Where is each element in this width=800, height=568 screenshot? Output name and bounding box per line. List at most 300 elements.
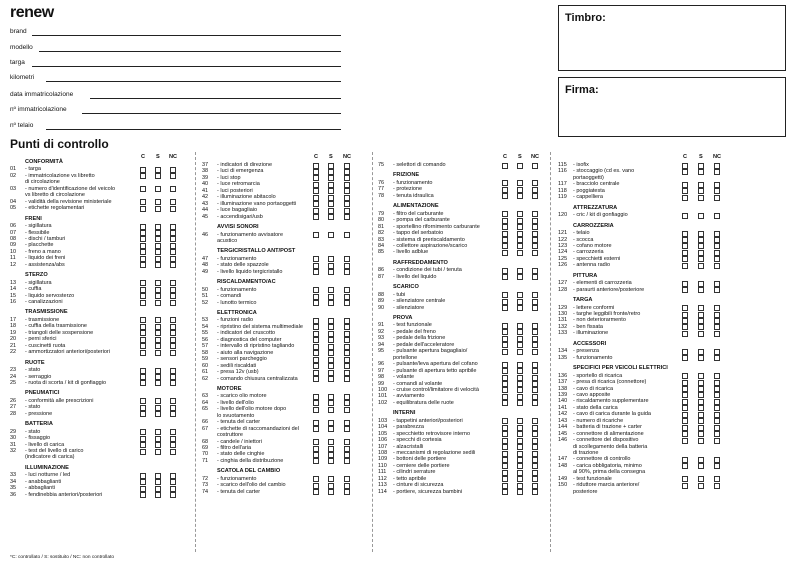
checkbox-s[interactable] xyxy=(328,426,334,432)
checkbox-nc[interactable] xyxy=(344,208,350,214)
checkbox-s[interactable] xyxy=(517,243,523,249)
checkbox-s[interactable] xyxy=(517,476,523,482)
checkbox-s[interactable] xyxy=(517,438,523,444)
checkbox-nc[interactable] xyxy=(532,489,538,495)
checkbox-nc[interactable] xyxy=(344,452,350,458)
checkbox-s[interactable] xyxy=(698,425,704,431)
checkbox-nc[interactable] xyxy=(170,429,176,435)
checkbox-s[interactable] xyxy=(328,263,334,269)
checkbox-nc[interactable] xyxy=(344,446,350,452)
checkbox-s[interactable] xyxy=(328,407,334,413)
checkbox-c[interactable] xyxy=(313,489,319,495)
checkbox-s[interactable] xyxy=(517,418,523,424)
checkbox-s[interactable] xyxy=(517,323,523,329)
checkbox-s[interactable] xyxy=(698,318,704,324)
checkbox-c[interactable] xyxy=(313,287,319,293)
checkbox-s[interactable] xyxy=(328,344,334,350)
checkbox-c[interactable] xyxy=(682,263,688,269)
checkbox-nc[interactable] xyxy=(532,163,538,169)
checkbox-s[interactable] xyxy=(155,206,161,212)
checkbox-nc[interactable] xyxy=(170,473,176,479)
checkbox-nc[interactable] xyxy=(532,362,538,368)
checkbox-nc[interactable] xyxy=(344,169,350,175)
checkbox-s[interactable] xyxy=(155,350,161,356)
checkbox-c[interactable] xyxy=(502,400,508,406)
checkbox-s[interactable] xyxy=(698,418,704,424)
checkbox-c[interactable] xyxy=(313,182,319,188)
checkbox-c[interactable] xyxy=(313,208,319,214)
checkbox-s[interactable] xyxy=(328,163,334,169)
checkbox-s[interactable] xyxy=(155,473,161,479)
checkbox-c[interactable] xyxy=(140,330,146,336)
checkbox-c[interactable] xyxy=(502,237,508,243)
checkbox-nc[interactable] xyxy=(532,483,538,489)
checkbox-nc[interactable] xyxy=(344,269,350,275)
checkbox-nc[interactable] xyxy=(532,394,538,400)
checkbox-c[interactable] xyxy=(313,163,319,169)
checkbox-c[interactable] xyxy=(682,324,688,330)
checkbox-c[interactable] xyxy=(313,476,319,482)
checkbox-s[interactable] xyxy=(155,343,161,349)
checkbox-c[interactable] xyxy=(682,281,688,287)
checkbox-c[interactable] xyxy=(140,473,146,479)
checkbox-c[interactable] xyxy=(682,331,688,337)
checkbox-c[interactable] xyxy=(140,479,146,485)
checkbox-nc[interactable] xyxy=(344,263,350,269)
checkbox-s[interactable] xyxy=(155,199,161,205)
checkbox-nc[interactable] xyxy=(170,449,176,455)
checkbox-c[interactable] xyxy=(682,386,688,392)
checkbox-s[interactable] xyxy=(517,163,523,169)
checkbox-s[interactable] xyxy=(517,224,523,230)
checkbox-s[interactable] xyxy=(698,250,704,256)
checkbox-s[interactable] xyxy=(517,305,523,311)
checkbox-nc[interactable] xyxy=(344,175,350,181)
checkbox-nc[interactable] xyxy=(532,476,538,482)
checkbox-c[interactable] xyxy=(502,457,508,463)
checkbox-s[interactable] xyxy=(328,287,334,293)
checkbox-s[interactable] xyxy=(328,294,334,300)
checkbox-nc[interactable] xyxy=(714,324,720,330)
checkbox-nc[interactable] xyxy=(714,405,720,411)
checkbox-nc[interactable] xyxy=(532,375,538,381)
checkbox-nc[interactable] xyxy=(714,231,720,237)
checkbox-nc[interactable] xyxy=(344,287,350,293)
checkbox-c[interactable] xyxy=(313,446,319,452)
checkbox-c[interactable] xyxy=(502,375,508,381)
checkbox-nc[interactable] xyxy=(714,182,720,188)
checkbox-nc[interactable] xyxy=(714,169,720,175)
checkbox-s[interactable] xyxy=(698,438,704,444)
checkbox-nc[interactable] xyxy=(344,420,350,426)
checkbox-s[interactable] xyxy=(698,305,704,311)
checkbox-c[interactable] xyxy=(313,407,319,413)
checkbox-c[interactable] xyxy=(140,405,146,411)
checkbox-c[interactable] xyxy=(140,317,146,323)
checkbox-nc[interactable] xyxy=(532,387,538,393)
checkbox-nc[interactable] xyxy=(170,256,176,262)
checkbox-s[interactable] xyxy=(328,452,334,458)
checkbox-s[interactable] xyxy=(155,380,161,386)
checkbox-s[interactable] xyxy=(328,208,334,214)
checkbox-s[interactable] xyxy=(155,256,161,262)
checkbox-nc[interactable] xyxy=(170,411,176,417)
checkbox-s[interactable] xyxy=(155,224,161,230)
checkbox-c[interactable] xyxy=(313,331,319,337)
checkbox-c[interactable] xyxy=(502,224,508,230)
checkbox-c[interactable] xyxy=(313,263,319,269)
checkbox-c[interactable] xyxy=(313,426,319,432)
checkbox-c[interactable] xyxy=(140,380,146,386)
checkbox-c[interactable] xyxy=(313,350,319,356)
checkbox-s[interactable] xyxy=(698,182,704,188)
checkbox-c[interactable] xyxy=(502,274,508,280)
checkbox-c[interactable] xyxy=(313,483,319,489)
checkbox-nc[interactable] xyxy=(344,214,350,220)
checkbox-nc[interactable] xyxy=(344,357,350,363)
checkbox-nc[interactable] xyxy=(714,412,720,418)
checkbox-c[interactable] xyxy=(140,368,146,374)
checkbox-s[interactable] xyxy=(698,386,704,392)
checkbox-nc[interactable] xyxy=(170,405,176,411)
checkbox-s[interactable] xyxy=(328,350,334,356)
checkbox-s[interactable] xyxy=(517,400,523,406)
checkbox-c[interactable] xyxy=(313,452,319,458)
checkbox-c[interactable] xyxy=(140,280,146,286)
checkbox-s[interactable] xyxy=(155,317,161,323)
checkbox-s[interactable] xyxy=(698,188,704,194)
checkbox-nc[interactable] xyxy=(714,418,720,424)
checkbox-c[interactable] xyxy=(682,312,688,318)
checkbox-c[interactable] xyxy=(140,173,146,179)
checkbox-nc[interactable] xyxy=(344,188,350,194)
checkbox-nc[interactable] xyxy=(344,400,350,406)
checkbox-s[interactable] xyxy=(155,442,161,448)
checkbox-s[interactable] xyxy=(328,439,334,445)
checkbox-s[interactable] xyxy=(155,405,161,411)
checkbox-nc[interactable] xyxy=(170,249,176,255)
checkbox-s[interactable] xyxy=(698,483,704,489)
checkbox-s[interactable] xyxy=(698,195,704,201)
checkbox-c[interactable] xyxy=(502,438,508,444)
checkbox-c[interactable] xyxy=(502,329,508,335)
firma-box[interactable] xyxy=(558,77,786,137)
checkbox-s[interactable] xyxy=(328,269,334,275)
checkbox-c[interactable] xyxy=(140,442,146,448)
checkbox-c[interactable] xyxy=(682,256,688,262)
checkbox-s[interactable] xyxy=(517,211,523,217)
checkbox-nc[interactable] xyxy=(170,167,176,173)
checkbox-s[interactable] xyxy=(517,368,523,374)
checkbox-s[interactable] xyxy=(517,451,523,457)
checkbox-s[interactable] xyxy=(155,398,161,404)
checkbox-s[interactable] xyxy=(698,243,704,249)
checkbox-s[interactable] xyxy=(698,169,704,175)
checkbox-nc[interactable] xyxy=(714,431,720,437)
checkbox-c[interactable] xyxy=(682,231,688,237)
checkbox-c[interactable] xyxy=(502,418,508,424)
checkbox-nc[interactable] xyxy=(532,470,538,476)
checkbox-c[interactable] xyxy=(313,300,319,306)
checkbox-nc[interactable] xyxy=(714,438,720,444)
checkbox-s[interactable] xyxy=(698,463,704,469)
checkbox-c[interactable] xyxy=(682,287,688,293)
checkbox-s[interactable] xyxy=(328,318,334,324)
checkbox-s[interactable] xyxy=(517,394,523,400)
checkbox-nc[interactable] xyxy=(532,231,538,237)
checkbox-nc[interactable] xyxy=(344,476,350,482)
checkbox-nc[interactable] xyxy=(170,374,176,380)
checkbox-s[interactable] xyxy=(155,449,161,455)
checkbox-c[interactable] xyxy=(682,412,688,418)
checkbox-nc[interactable] xyxy=(170,486,176,492)
checkbox-c[interactable] xyxy=(682,213,688,219)
checkbox-c[interactable] xyxy=(682,355,688,361)
checkbox-nc[interactable] xyxy=(532,342,538,348)
checkbox-s[interactable] xyxy=(328,337,334,343)
checkbox-c[interactable] xyxy=(140,449,146,455)
checkbox-c[interactable] xyxy=(140,398,146,404)
checkbox-s[interactable] xyxy=(517,444,523,450)
checkbox-s[interactable] xyxy=(517,375,523,381)
checkbox-nc[interactable] xyxy=(714,318,720,324)
checkbox-nc[interactable] xyxy=(344,337,350,343)
checkbox-s[interactable] xyxy=(155,368,161,374)
checkbox-s[interactable] xyxy=(698,476,704,482)
checkbox-s[interactable] xyxy=(328,214,334,220)
checkbox-s[interactable] xyxy=(698,373,704,379)
checkbox-c[interactable] xyxy=(140,256,146,262)
checkbox-s[interactable] xyxy=(155,293,161,299)
checkbox-s[interactable] xyxy=(155,436,161,442)
checkbox-nc[interactable] xyxy=(170,350,176,356)
checkbox-nc[interactable] xyxy=(170,173,176,179)
checkbox-nc[interactable] xyxy=(344,407,350,413)
checkbox-nc[interactable] xyxy=(170,479,176,485)
checkbox-s[interactable] xyxy=(517,381,523,387)
checkbox-s[interactable] xyxy=(698,287,704,293)
checkbox-s[interactable] xyxy=(517,489,523,495)
checkbox-c[interactable] xyxy=(140,199,146,205)
checkbox-s[interactable] xyxy=(328,476,334,482)
checkbox-s[interactable] xyxy=(517,425,523,431)
checkbox-c[interactable] xyxy=(140,206,146,212)
checkbox-c[interactable] xyxy=(140,486,146,492)
checkbox-nc[interactable] xyxy=(532,381,538,387)
checkbox-s[interactable] xyxy=(328,300,334,306)
checkbox-nc[interactable] xyxy=(170,317,176,323)
checkbox-c[interactable] xyxy=(313,344,319,350)
checkbox-c[interactable] xyxy=(502,180,508,186)
checkbox-c[interactable] xyxy=(502,299,508,305)
checkbox-c[interactable] xyxy=(313,269,319,275)
checkbox-c[interactable] xyxy=(682,418,688,424)
checkbox-s[interactable] xyxy=(328,370,334,376)
field-input-line[interactable] xyxy=(90,98,341,99)
checkbox-c[interactable] xyxy=(140,262,146,268)
checkbox-s[interactable] xyxy=(517,187,523,193)
checkbox-nc[interactable] xyxy=(532,418,538,424)
checkbox-c[interactable] xyxy=(502,483,508,489)
checkbox-c[interactable] xyxy=(502,243,508,249)
checkbox-nc[interactable] xyxy=(170,398,176,404)
checkbox-c[interactable] xyxy=(313,324,319,330)
checkbox-s[interactable] xyxy=(517,431,523,437)
checkbox-c[interactable] xyxy=(682,438,688,444)
checkbox-nc[interactable] xyxy=(170,436,176,442)
checkbox-s[interactable] xyxy=(698,263,704,269)
checkbox-c[interactable] xyxy=(502,323,508,329)
checkbox-nc[interactable] xyxy=(532,438,538,444)
checkbox-nc[interactable] xyxy=(714,386,720,392)
checkbox-nc[interactable] xyxy=(170,330,176,336)
checkbox-s[interactable] xyxy=(155,249,161,255)
checkbox-s[interactable] xyxy=(698,392,704,398)
checkbox-c[interactable] xyxy=(502,349,508,355)
checkbox-nc[interactable] xyxy=(532,305,538,311)
checkbox-nc[interactable] xyxy=(714,483,720,489)
checkbox-c[interactable] xyxy=(502,470,508,476)
checkbox-c[interactable] xyxy=(313,318,319,324)
checkbox-nc[interactable] xyxy=(714,457,720,463)
checkbox-s[interactable] xyxy=(698,457,704,463)
checkbox-c[interactable] xyxy=(140,411,146,417)
checkbox-nc[interactable] xyxy=(170,186,176,192)
checkbox-nc[interactable] xyxy=(532,180,538,186)
checkbox-nc[interactable] xyxy=(532,250,538,256)
checkbox-nc[interactable] xyxy=(714,163,720,169)
checkbox-nc[interactable] xyxy=(714,250,720,256)
checkbox-nc[interactable] xyxy=(170,230,176,236)
checkbox-s[interactable] xyxy=(517,470,523,476)
checkbox-nc[interactable] xyxy=(532,431,538,437)
checkbox-c[interactable] xyxy=(140,167,146,173)
checkbox-s[interactable] xyxy=(155,337,161,343)
checkbox-nc[interactable] xyxy=(170,324,176,330)
checkbox-s[interactable] xyxy=(517,250,523,256)
checkbox-c[interactable] xyxy=(140,337,146,343)
checkbox-nc[interactable] xyxy=(532,268,538,274)
checkbox-nc[interactable] xyxy=(714,281,720,287)
checkbox-c[interactable] xyxy=(682,399,688,405)
checkbox-c[interactable] xyxy=(313,256,319,262)
checkbox-c[interactable] xyxy=(313,370,319,376)
checkbox-nc[interactable] xyxy=(714,373,720,379)
field-input-line[interactable] xyxy=(82,113,341,114)
checkbox-nc[interactable] xyxy=(714,355,720,361)
checkbox-nc[interactable] xyxy=(170,199,176,205)
checkbox-s[interactable] xyxy=(328,331,334,337)
checkbox-c[interactable] xyxy=(502,163,508,169)
checkbox-s[interactable] xyxy=(698,399,704,405)
checkbox-c[interactable] xyxy=(140,492,146,498)
checkbox-s[interactable] xyxy=(328,420,334,426)
checkbox-s[interactable] xyxy=(698,331,704,337)
field-input-line[interactable] xyxy=(32,66,341,67)
checkbox-s[interactable] xyxy=(155,374,161,380)
checkbox-s[interactable] xyxy=(155,186,161,192)
checkbox-s[interactable] xyxy=(155,236,161,242)
field-input-line[interactable] xyxy=(46,129,341,130)
checkbox-s[interactable] xyxy=(328,376,334,382)
checkbox-c[interactable] xyxy=(682,431,688,437)
checkbox-c[interactable] xyxy=(502,336,508,342)
checkbox-c[interactable] xyxy=(140,436,146,442)
checkbox-nc[interactable] xyxy=(344,344,350,350)
checkbox-c[interactable] xyxy=(502,362,508,368)
checkbox-c[interactable] xyxy=(682,476,688,482)
checkbox-c[interactable] xyxy=(313,357,319,363)
checkbox-c[interactable] xyxy=(682,483,688,489)
checkbox-nc[interactable] xyxy=(170,243,176,249)
checkbox-c[interactable] xyxy=(313,232,319,238)
checkbox-s[interactable] xyxy=(328,175,334,181)
checkbox-s[interactable] xyxy=(328,169,334,175)
checkbox-nc[interactable] xyxy=(532,425,538,431)
checkbox-s[interactable] xyxy=(517,387,523,393)
checkbox-nc[interactable] xyxy=(344,426,350,432)
checkbox-c[interactable] xyxy=(502,476,508,482)
checkbox-c[interactable] xyxy=(502,489,508,495)
checkbox-nc[interactable] xyxy=(344,363,350,369)
checkbox-s[interactable] xyxy=(155,262,161,268)
checkbox-s[interactable] xyxy=(328,232,334,238)
checkbox-nc[interactable] xyxy=(714,380,720,386)
checkbox-c[interactable] xyxy=(140,287,146,293)
field-input-line[interactable] xyxy=(32,35,341,36)
checkbox-c[interactable] xyxy=(682,318,688,324)
checkbox-s[interactable] xyxy=(328,357,334,363)
checkbox-nc[interactable] xyxy=(170,293,176,299)
checkbox-c[interactable] xyxy=(682,373,688,379)
checkbox-s[interactable] xyxy=(155,429,161,435)
checkbox-nc[interactable] xyxy=(344,300,350,306)
checkbox-nc[interactable] xyxy=(714,237,720,243)
checkbox-c[interactable] xyxy=(140,343,146,349)
checkbox-s[interactable] xyxy=(698,256,704,262)
checkbox-s[interactable] xyxy=(517,218,523,224)
checkbox-s[interactable] xyxy=(155,230,161,236)
checkbox-nc[interactable] xyxy=(344,318,350,324)
checkbox-s[interactable] xyxy=(328,363,334,369)
checkbox-nc[interactable] xyxy=(532,274,538,280)
checkbox-c[interactable] xyxy=(140,224,146,230)
checkbox-nc[interactable] xyxy=(532,299,538,305)
checkbox-c[interactable] xyxy=(140,300,146,306)
checkbox-c[interactable] xyxy=(313,175,319,181)
checkbox-c[interactable] xyxy=(140,293,146,299)
checkbox-nc[interactable] xyxy=(714,331,720,337)
checkbox-s[interactable] xyxy=(155,411,161,417)
checkbox-nc[interactable] xyxy=(532,349,538,355)
checkbox-c[interactable] xyxy=(502,268,508,274)
checkbox-nc[interactable] xyxy=(532,336,538,342)
checkbox-nc[interactable] xyxy=(532,451,538,457)
checkbox-nc[interactable] xyxy=(532,237,538,243)
checkbox-s[interactable] xyxy=(155,324,161,330)
checkbox-c[interactable] xyxy=(682,463,688,469)
checkbox-s[interactable] xyxy=(328,188,334,194)
checkbox-s[interactable] xyxy=(517,193,523,199)
checkbox-c[interactable] xyxy=(140,236,146,242)
checkbox-nc[interactable] xyxy=(532,224,538,230)
checkbox-c[interactable] xyxy=(682,195,688,201)
checkbox-nc[interactable] xyxy=(714,188,720,194)
checkbox-nc[interactable] xyxy=(344,439,350,445)
checkbox-s[interactable] xyxy=(698,431,704,437)
checkbox-s[interactable] xyxy=(155,330,161,336)
checkbox-nc[interactable] xyxy=(170,300,176,306)
